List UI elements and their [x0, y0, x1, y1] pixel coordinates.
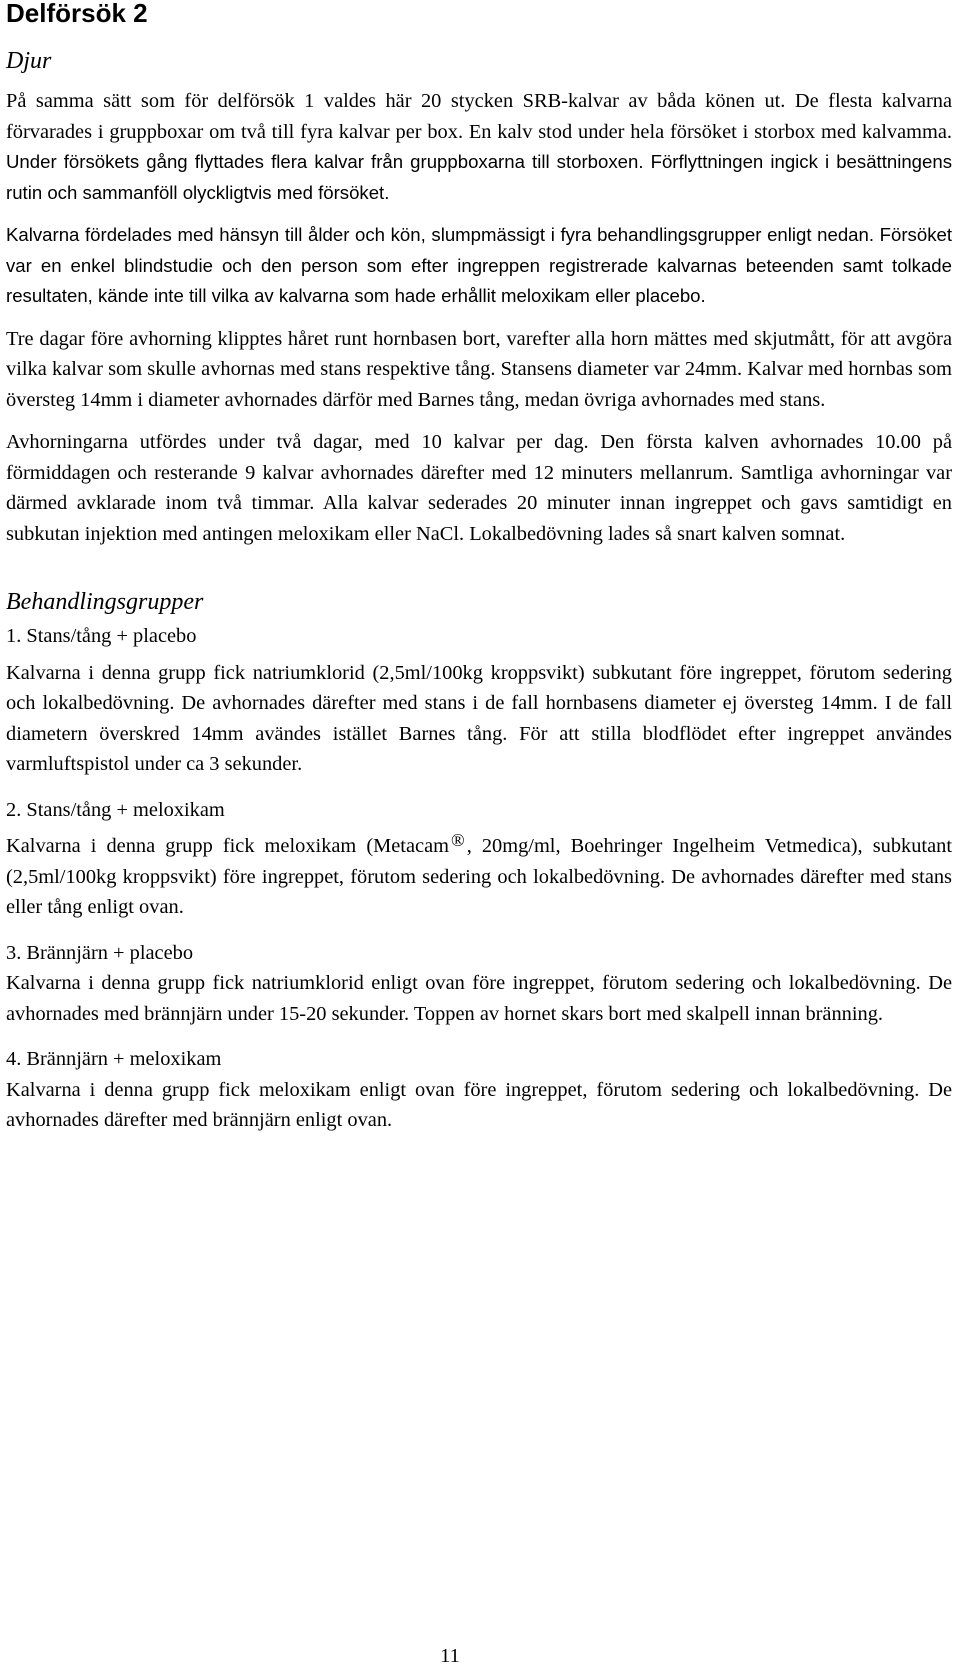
paragraph-matning: Tre dagar före avhorning klipptes håret runt hornbasen bort, varefter alla horn mättes med skjutmått, för att avgöra vilka kalvar som skulle avhornas med stans respektive tång. Stansens diameter var 24mm. Kalvar med hornbas som översteg 14mm i diameter avhornades därför med Barnes tång, medan övriga avhornades med stans. [6, 327, 952, 411]
group-2-title: 2. Stans/tång + meloxikam [6, 798, 225, 821]
document-page [6, 0, 952, 1136]
paragraph-fordelning: Kalvarna fördelades med hänsyn till ålder och kön, slumpmässigt i fyra behandlingsgrupper enligt nedan. Försöket var en enkel blindstudie och den person som efter ingreppen registrerade kalvarnas beteenden samt tolkade resultaten, kände inte till vilka av kalvarna som hade erhållit meloxikam eller placebo. [6, 224, 952, 306]
group-4-title: 4. Brännjärn + meloxikam [6, 1048, 222, 1070]
section-title-behandlingsgrupper: Behandlingsgrupper [6, 589, 204, 615]
section-title-djur: Djur [6, 48, 52, 74]
group-2-text [6, 831, 952, 923]
paragraph-avhorning: Avhorningarna utfördes under två dagar, med 10 kalvar per dag. Den första kalven avhornades 10.00 på förmiddagen och resterande 9 kalvar avhornades därefter med 12 minuters mellanrum. Samtliga avhorningar var därmed avklarade inom två timmar. Alla kalvar sederades 20 minuter innan ingreppet och gavs samtidigt en subkutan injektion med antingen meloxikam eller NaCl. Lokalbedövning lades så snart kalven somnat. [6, 431, 952, 545]
page-number: 11 [440, 1645, 460, 1667]
page-heading: Delförsök 2 [6, 0, 148, 28]
paragraph-djur-intro-sans: Under försökets gång flyttades flera kalvar från gruppboxarna till storboxen. Förflyttningen ingick i besättningens rutin och sammanföll olyckligtvis med försöket. [6, 151, 952, 203]
paragraph-djur-intro-serif: På samma sätt som för delförsök 1 valdes här 20 stycken SRB-kalvar av båda könen ut. De flesta kalvarna förvarades i gruppboxar om två till fyra kalvar per box. En kalv stod under hela försöket i storbox med kalvamma. [6, 90, 952, 143]
group-2-text-before: Kalvarna i denna grupp fick meloxikam (Metacam [6, 835, 449, 857]
group-1-title: 1. Stans/tång + placebo [6, 625, 197, 647]
paragraph-djur-intro [6, 86, 952, 208]
group-1-text: Kalvarna i denna grupp fick natriumklorid (2,5ml/100kg kroppsvikt) subkutant före ingreppet, förutom sedering och lokalbedövning. De avhornades därefter med stans i de fall hornbasens diameter ej översteg 14mm. I de fall diametern överskred 14mm avändes istället Barnes tång. För att stilla blodflödet efter ingreppet användes varmluftspistol under ca 3 sekunder. [6, 661, 952, 775]
group-3-title: 3. Brännjärn + placebo [6, 941, 194, 964]
registered-trademark-mark: ® [451, 830, 465, 850]
group-2-text-after: , 20mg/ml, Boehringer Ingelheim Vetmedica), subkutant (2,5ml/100kg kroppsvikt) före ingreppet, förutom sedering och lokalbedövning. De avhornades därefter med stans eller tång enligt ovan. [6, 835, 952, 918]
group-4-text: Kalvarna i denna grupp fick meloxikam enligt ovan före ingreppet, förutom sedering och lokalbedövning. De avhornades därefter med brännjärn enligt ovan. [6, 1078, 952, 1131]
group-3-text: Kalvarna i denna grupp fick natriumklorid enligt ovan före ingreppet, förutom sedering och lokalbedövning. De avhornades med brännjärn under 15-20 sekunder. Toppen av hornet skars bort med skalpell innan bränning. [6, 972, 952, 1025]
